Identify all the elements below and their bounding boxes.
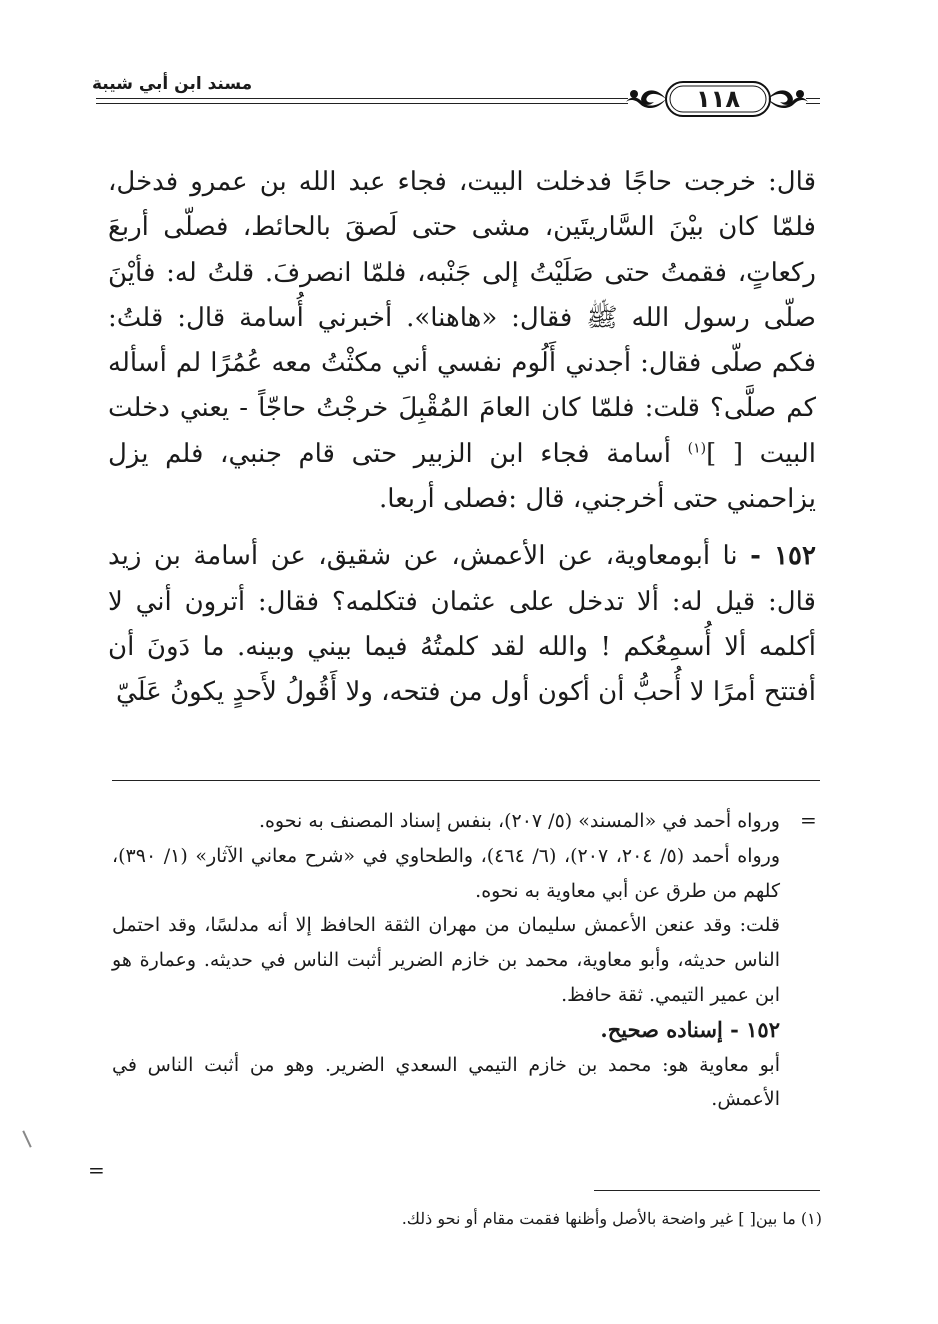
notes-separator xyxy=(112,780,820,781)
note-heading: ١٥٢ - إسناده صحيح. xyxy=(600,1016,780,1042)
header-rule xyxy=(96,98,628,104)
paragraph-text: نا أبومعاوية، عن الأعمش، عن شقيق، عن أسامة بن زيد قال: قيل له: ألا تدخل على عثمان فتكلمه؟ فقال: أترون أني لا أكلمه ألا أُسمِعُكم ! والله لقد كلمتُهُ فيما بيني وبينه. ما دَونَ أن أفتتح أمرًا لا أُحبُّ أن أكون أول من فتحه، ولا أَقُولُ لأَحدٍ يكونُ عَلَيّ xyxy=(108,541,816,708)
footnote-reference: (١) xyxy=(687,440,707,457)
paragraph-text: قال: خرجت حاجًا فدخلت البيت، فجاء عبد الله بن عمرو فدخل، فلمّا كان بيْنَ السَّاريتَين، مشى حتى لَصقَ بالحائط، فصلّى أربعَ ركعاتٍ، فقمتُ حتى صَلَيْتُ إلى جَنْبه، فلمّا انصرفَ. قلتُ له: فأيْنَ صلّى رسول الله ﷺ فقال: «هاهنا». أخبرني أُسامة قال: قلتُ: فكم صلّى فقال: أجدني أَلُوم نفسي أني مكثْتُ معه عُمُرًا لم أسأله كم صلَّى؟ قلت: فلمّا كان العامَ المُقْبِلَ خرجْتُ حاجّاً - يعني دخلت البيت [ ] xyxy=(108,167,816,469)
note-line: ورواه أحمد (٥/ ٢٠٤، ٢٠٧)، (٦/ ٤٦٤)، والطحاوي في «شرح معاني الآثار» (١/ ٣٩٠)، كلهم من طرق عن أبي معاوية به نحوه. xyxy=(112,844,781,902)
paragraph xyxy=(108,534,816,715)
note-line: قلت: وقد عنعن الأعمش سليمان من مهران الثقة الحافظ إلا أنه مدلسًا، وقد احتمل الناس حديثه، وأبو معاوية، محمد بن خازم الضرير أثبت الناس في حديثه. وعمارة هو ابن عمير التيمي. ثقة حافظ. xyxy=(112,914,780,1006)
footnote-separator xyxy=(594,1190,820,1191)
note-line: أبو معاوية هو: محمد بن خازم التيمي السعدي الضرير. وهو من أثبت الناس في الأعمش. xyxy=(112,1053,780,1111)
margin-mark xyxy=(22,1130,31,1147)
commentary-notes xyxy=(112,804,780,1117)
page-number: ١١٨ xyxy=(696,85,740,113)
continuation-mark: = xyxy=(800,808,817,832)
running-header-title: مسند ابن أبي شيبة xyxy=(92,74,253,94)
end-mark: = xyxy=(88,1158,105,1182)
hadith-number: ١٥٢ - xyxy=(750,541,816,572)
paragraph xyxy=(108,160,816,522)
footnote: (١) ما بين[ ] غير واضحة بالأصل وأظنها فقمت مقام أو نحو ذلك. xyxy=(401,1209,822,1228)
main-text xyxy=(108,160,816,716)
note-line: ورواه أحمد في «المسند» (٥/ ٢٠٧)، بنفس إسناد المصنف به نحوه. xyxy=(258,810,780,832)
paragraph-text: أسامة فجاء ابن الزبير حتى قام جنبي، فلم يزل يزاحمني حتى أخرجني، قال :فصلى أربعا. xyxy=(108,438,816,515)
